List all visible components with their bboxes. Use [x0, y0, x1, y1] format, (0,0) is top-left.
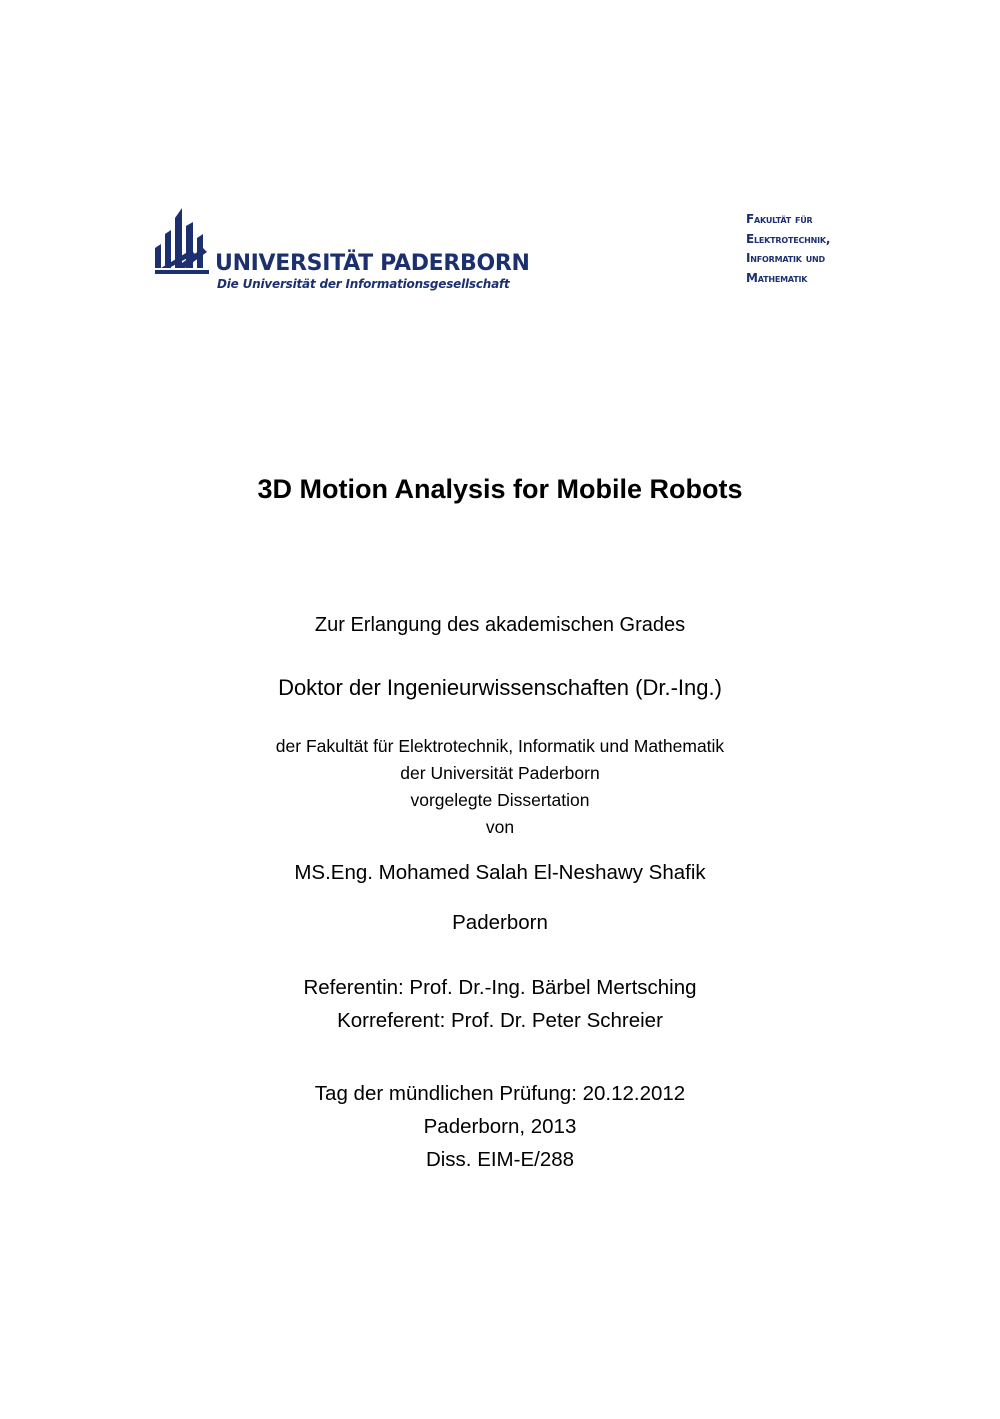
faculty-statement-line: der Fakultät für Elektrotechnik, Informatik und Mathematik: [275, 736, 725, 756]
referees: [0, 971, 1000, 1037]
exam-info: [0, 1077, 1000, 1176]
author-name: MS.Eng. Mohamed Salah El-Neshawy Shafik: [294, 861, 706, 884]
exam-date: Tag der mündlichen Prüfung: 20.12.2012: [314, 1082, 686, 1105]
faculty-line: Mathematik: [746, 270, 808, 285]
referee-line: Korreferent: Prof. Dr. Peter Schreier: [337, 1009, 663, 1032]
referee-line: Referentin: Prof. Dr.-Ing. Bärbel Mertsching: [303, 976, 697, 999]
faculty-statement-line: vorgelegte Dissertation: [410, 790, 590, 810]
faculty-line: Elektrotechnik,: [746, 231, 831, 246]
dissertation-number: Diss. EIM-E/288: [425, 1148, 575, 1171]
page-header: [155, 200, 855, 300]
faculty-line: Informatik und: [746, 251, 825, 265]
thesis-title: 3D Motion Analysis for Mobile Robots: [257, 474, 743, 504]
degree-purpose: Zur Erlangung des akademischen Grades: [314, 614, 686, 636]
university-logo: [155, 204, 530, 294]
publication-place-year: Paderborn, 2013: [423, 1115, 577, 1138]
university-tagline: Die Universität der Informationsgesellschaft: [217, 277, 510, 291]
faculty-statement-line: der Universität Paderborn: [400, 763, 600, 783]
faculty-name: [746, 210, 830, 288]
university-paderborn-logo-icon: [155, 204, 209, 274]
university-name: UNIVERSITÄT PADERBORN: [215, 251, 530, 276]
faculty-statement-line: von: [485, 817, 515, 837]
degree-name: Doktor der Ingenieurwissenschaften (Dr.-Ing.): [278, 675, 722, 700]
author-place: Paderborn: [452, 911, 548, 934]
faculty-statement: [0, 733, 1000, 841]
faculty-line: Fakultät für: [746, 212, 813, 226]
